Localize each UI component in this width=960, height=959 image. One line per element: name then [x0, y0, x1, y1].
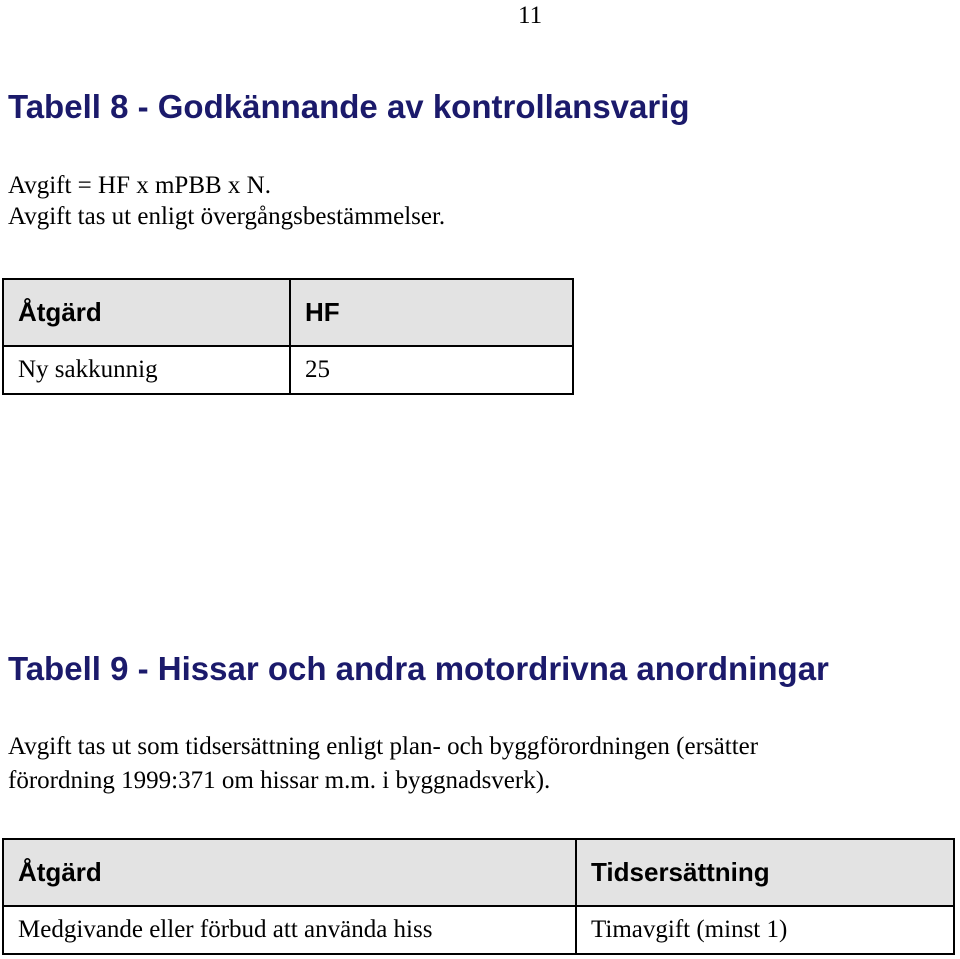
table8-header-atgard: Åtgärd: [3, 279, 290, 346]
table8-note-line: Avgift tas ut enligt övergångsbestämmelser.: [8, 203, 446, 230]
table8: [2, 278, 574, 395]
table8-cell-atgard: Ny sakkunnig: [3, 346, 290, 394]
table9-header-tidsersattning: Tidsersättning: [576, 839, 954, 906]
table9-header-atgard: Åtgärd: [3, 839, 576, 906]
table8-cell-hf: 25: [290, 346, 573, 394]
table9-description-line1: Avgift tas ut som tidsersättning enligt plan- och byggförordningen (ersätter: [8, 733, 759, 760]
table9-description-line2: förordning 1999:371 om hissar m.m. i byggnadsverk).: [8, 767, 551, 794]
table-row: [3, 346, 573, 394]
table8-heading: Tabell 8 - Godkännande av kontrollansvarig: [8, 88, 690, 125]
table8-header-hf: HF: [290, 279, 573, 346]
page-number: 11: [518, 2, 543, 29]
table8-formula-line: Avgift = HF x mPBB x N.: [8, 172, 271, 199]
table8-header-row: [3, 279, 573, 346]
table9-heading: Tabell 9 - Hissar och andra motordrivna anordningar: [8, 650, 829, 687]
table9: [2, 838, 955, 955]
table-row: [3, 906, 954, 954]
table9-cell-atgard: Medgivande eller förbud att använda hiss: [3, 906, 576, 954]
table9-cell-tidsersattning: Timavgift (minst 1): [576, 906, 954, 954]
table9-header-row: [3, 839, 954, 906]
